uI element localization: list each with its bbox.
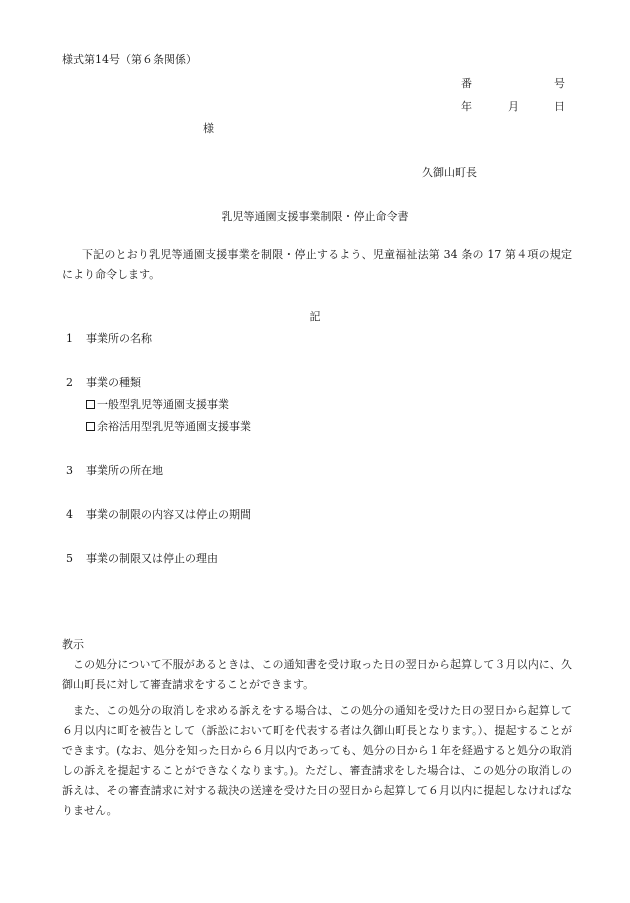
item-label: 事業所の所在地 bbox=[86, 464, 163, 477]
business-type-label: 一般型乳児等通園支援事業 bbox=[97, 398, 229, 411]
item-number: 3 bbox=[66, 464, 73, 477]
date-month-label: 月 bbox=[508, 100, 519, 113]
item-4 bbox=[66, 509, 251, 520]
checkbox-icon[interactable] bbox=[86, 422, 95, 431]
item-label: 事業所の名称 bbox=[86, 332, 152, 345]
business-type-label: 余裕活用型乳児等通園支援事業 bbox=[97, 420, 251, 433]
addressee-suffix: 様 bbox=[203, 122, 214, 135]
document-number-suffix: 号 bbox=[554, 77, 565, 90]
notice-paragraph-2: また、この処分の取消しを求める訴えをする場合は、この処分の通知を受けた日の翌日から起算して６月以内に町を被告として（訴訟において町を代表する者は久御山町長となります。）、提起することができます。(なお、処分を知った日から６月以内であっても、処分の日から１年を経過すると処分の取消しの訴えを提起することができなくなります。)。ただし、審査請求をした場合は、この処分の取消しの訴えは、その審査請求に対する裁決の送達を受けた日の翌日から起算して６月以内に提起しなければなりません。 bbox=[62, 704, 572, 817]
item-label: 事業の制限の内容又は停止の期間 bbox=[86, 508, 251, 521]
document-title: 乳児等通園支援事業制限・停止命令書 bbox=[221, 210, 409, 223]
item-label: 事業の制限又は停止の理由 bbox=[86, 552, 218, 565]
ki-label: 記 bbox=[309, 310, 321, 323]
business-type-spare-capacity bbox=[86, 421, 251, 432]
item-2 bbox=[66, 377, 141, 388]
item-3 bbox=[66, 465, 163, 476]
item-1 bbox=[66, 333, 152, 344]
document-number-label: 番 bbox=[461, 77, 472, 90]
item-number: 4 bbox=[66, 508, 73, 521]
date-day-label: 日 bbox=[554, 100, 565, 113]
notice-heading: 教示 bbox=[62, 638, 84, 651]
issuer-name: 久御山町長 bbox=[422, 166, 477, 179]
checkbox-icon[interactable] bbox=[86, 400, 95, 409]
business-type-general bbox=[86, 399, 229, 410]
item-number: 2 bbox=[66, 376, 73, 389]
date-year-label: 年 bbox=[461, 100, 472, 113]
notice-paragraph-1: この処分について不服があるときは、この通知書を受け取った日の翌日から起算して３月以内に、久御山町長に対して審査請求をすることができます。 bbox=[62, 658, 572, 691]
item-label: 事業の種類 bbox=[86, 376, 141, 389]
item-number: 1 bbox=[66, 332, 73, 345]
intro-paragraph: 下記のとおり乳児等通園支援事業を制限・停止するよう、児童福祉法第 34 条の 17 第４項の規定により命令します。 bbox=[62, 248, 572, 281]
item-number: 5 bbox=[66, 552, 73, 565]
item-5 bbox=[66, 553, 218, 564]
form-number: 様式第14号（第６条関係） bbox=[62, 53, 197, 66]
